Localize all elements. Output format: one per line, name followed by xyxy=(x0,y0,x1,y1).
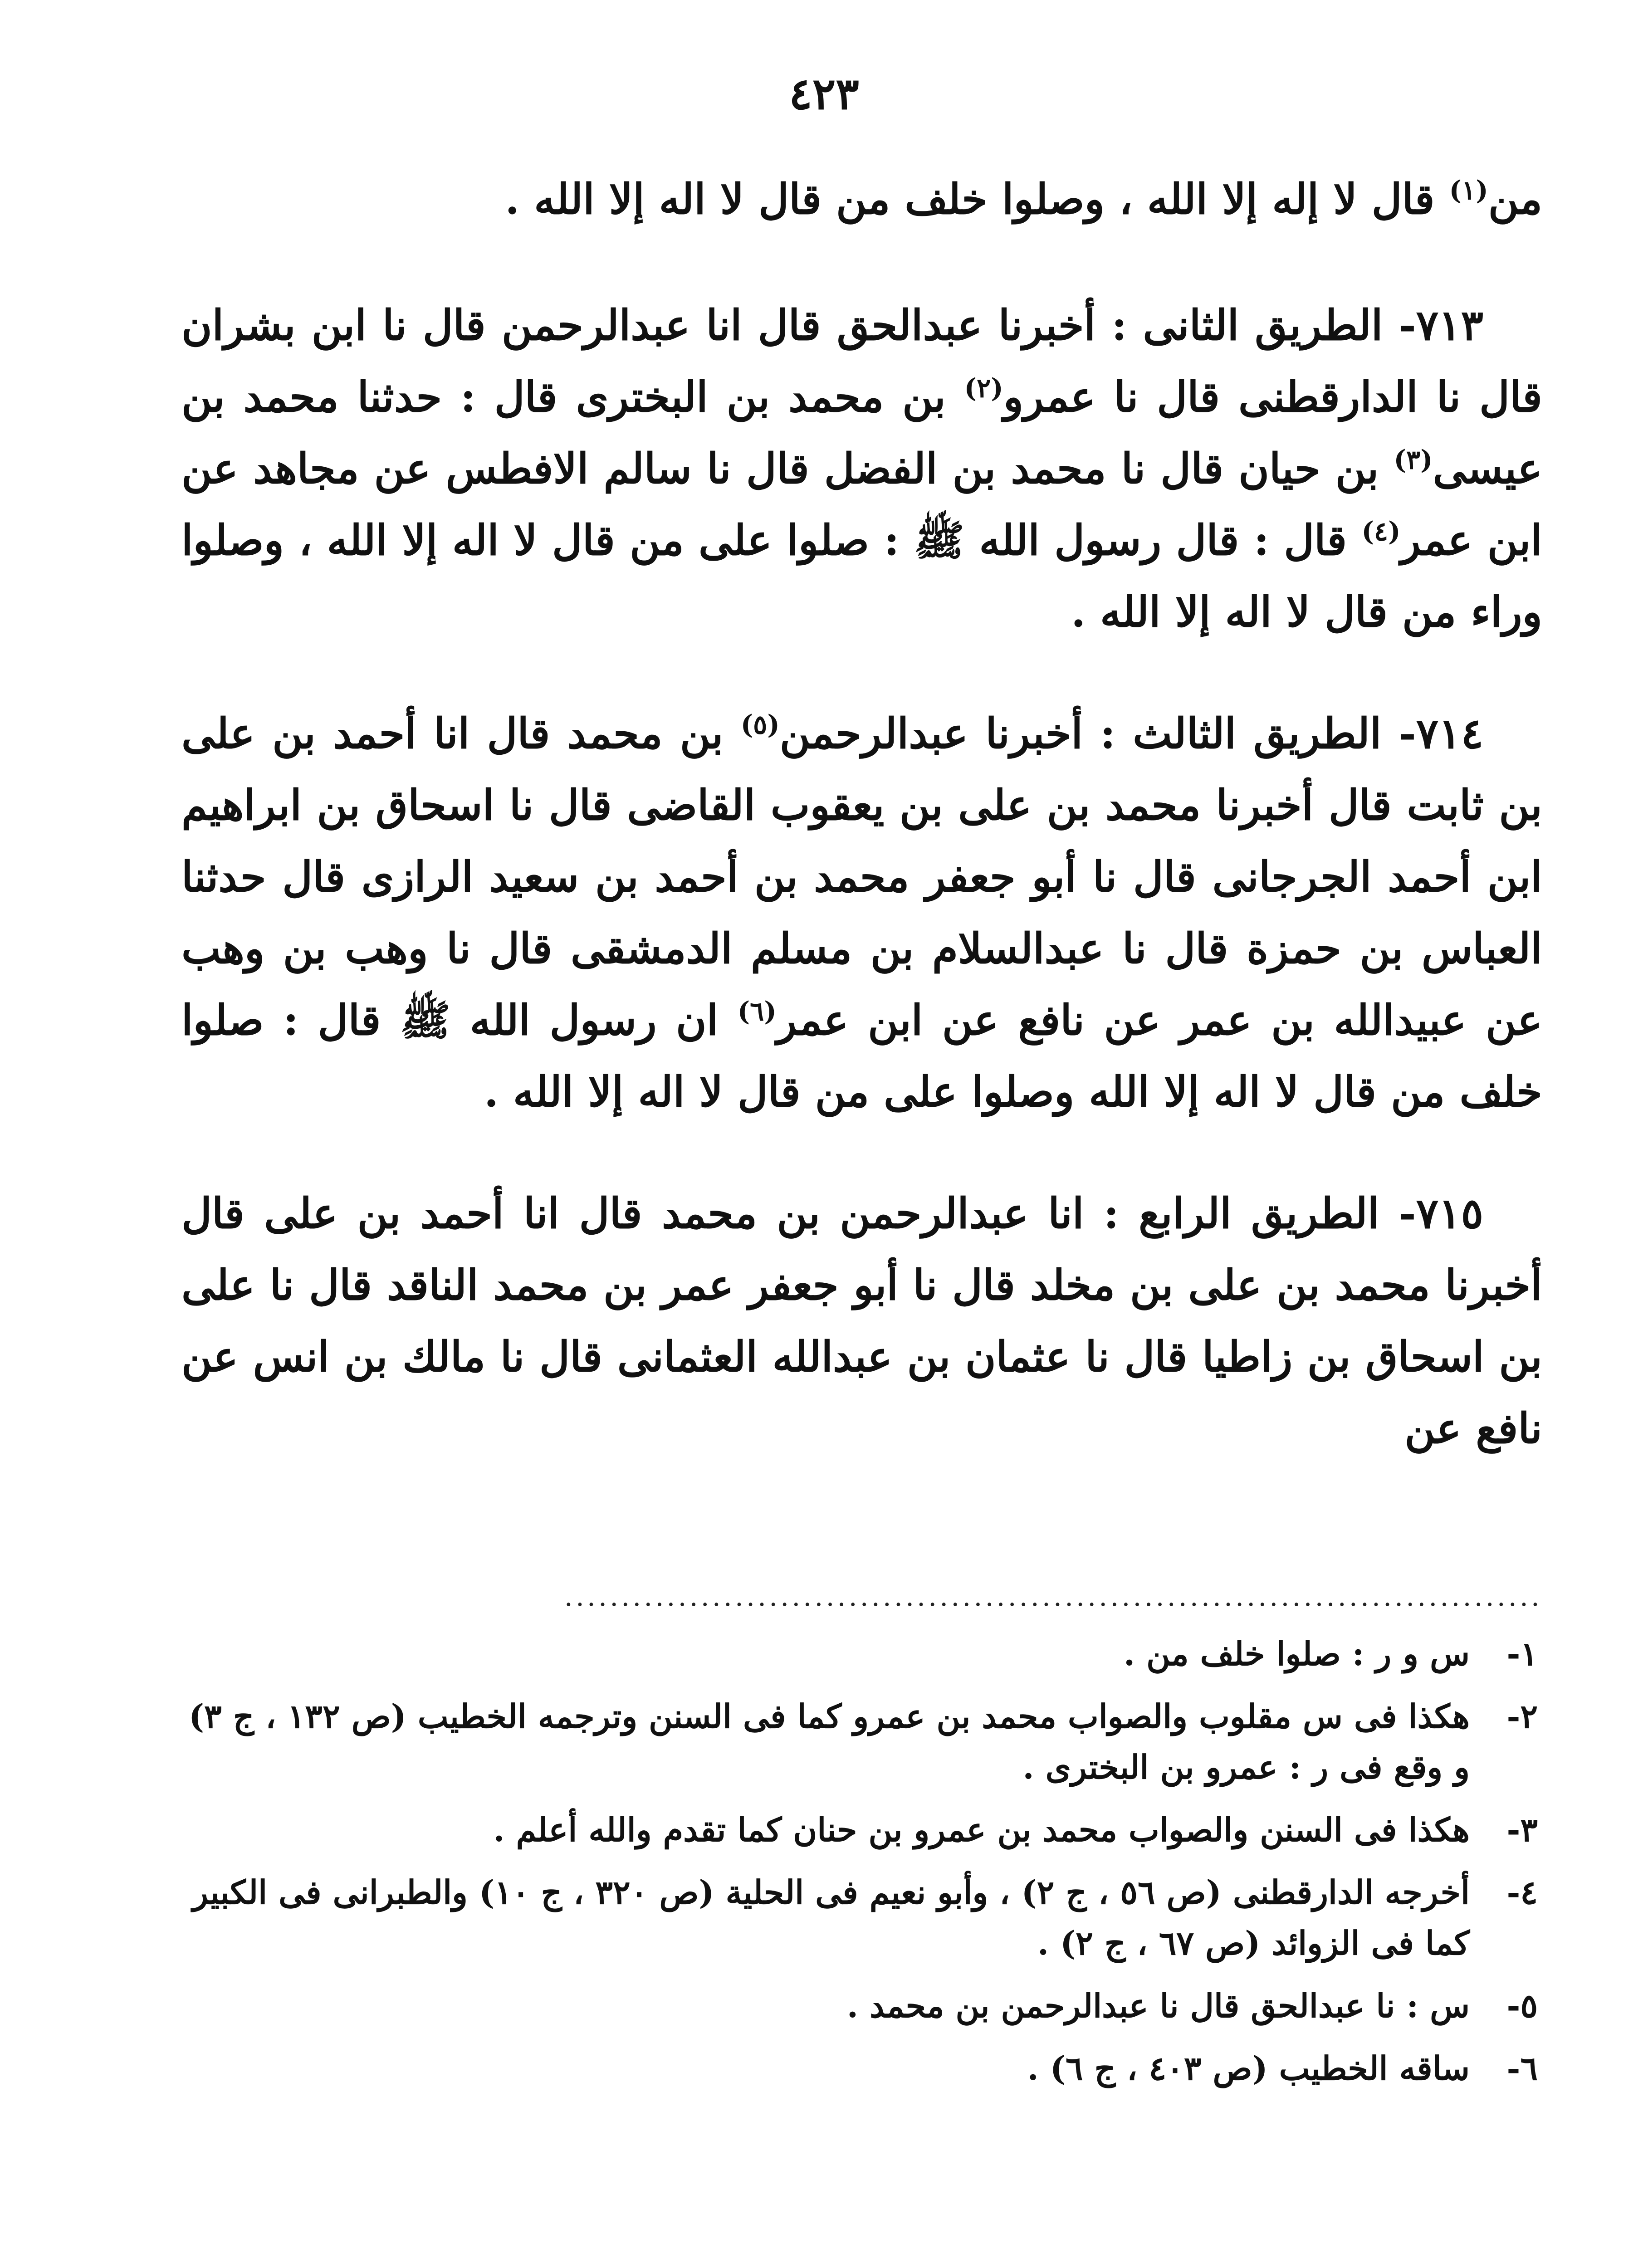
footnote-number: ١- xyxy=(1506,1634,1538,1673)
footnote-number: ٦- xyxy=(1506,2049,1538,2087)
footnote-item xyxy=(181,1980,1542,2031)
text-run: قال لا إله إلا الله ، وصلوا خلف من قال لا اله إلا الله . xyxy=(505,175,1449,224)
text-run: ٧١٤- الطريق الثالث : أخبرنا عبدالرحمن xyxy=(779,709,1483,758)
footnote-marker-5: (٥) xyxy=(740,709,780,740)
footnote-number: ٤- xyxy=(1506,1873,1538,1911)
text-run: بن محمد قال انا أحمد بن على بن ثابت قال أخبرنا محمد بن على بن يعقوب القاضى قال نا اسحاق بن ابراهيم ابن أحمد الجرجانى قال نا أبو جعفر محمد بن أحمد بن سعيد الرازى قال حدثنا العباس بن حمزة قال نا عبدالسلام بن مسلم الدمشقى قال نا وهب بن وهب عن عبيدالله بن عمر عن نافع عن ابن عمر xyxy=(181,709,1542,1045)
text-run: بن محمد بن البخترى قال : حدثنا محمد بن عيسى xyxy=(181,372,1542,493)
text-run: ان رسول الله ﷺ قال : صلوا خلف من قال لا اله إلا الله وصلوا على من قال لا اله إلا الله . xyxy=(181,996,1542,1116)
text-run: ٧١٣- الطريق الثانى : أخبرنا عبدالحق قال انا عبدالرحمن قال نا ابن بشران قال نا الدارقطنى قال نا عمرو xyxy=(181,301,1542,421)
paragraph-713 xyxy=(181,289,1542,648)
main-text xyxy=(181,163,1542,1514)
footnote-marker-1: (١) xyxy=(1449,175,1488,206)
footnote-number: ٢- xyxy=(1506,1697,1538,1735)
footnote-text: س : نا عبدالحق قال نا عبدالرحمن بن محمد . xyxy=(846,1986,1470,2025)
footnote-marker-4: (٤) xyxy=(1361,516,1401,547)
footnote-text: هكذا فى السنن والصواب محمد بن عمرو بن حنان كما تقدم والله أعلم . xyxy=(493,1810,1470,1849)
paragraph-712-tail xyxy=(181,163,1542,235)
paragraph-715 xyxy=(181,1178,1542,1464)
footnote-text: أخرجه الدارقطنى (ص ٥٦ ، ج ٢) ، وأبو نعيم فى الحلية (ص ٣٢٠ ، ج ١٠) والطبرانى فى الكبير كما فى الزوائد (ص ٦٧ ، ج ٢) . xyxy=(192,1873,1470,1962)
footnote-marker-3: (٣) xyxy=(1394,444,1433,475)
footnote-text: س و ر : صلوا خلف من . xyxy=(1124,1634,1470,1673)
text-run: ٧١٥- الطريق الرابع : انا عبدالرحمن بن محمد قال انا أحمد بن على قال أخبرنا محمد بن على بن مخلد قال نا أبو جعفر عمر بن محمد الناقد قال نا على بن اسحاق بن زاطيا قال نا عثمان بن عبدالله العثمانى قال نا مالك بن انس عن نافع عن xyxy=(181,1189,1542,1453)
footnote-text: ساقه الخطيب (ص ٤٠٣ ، ج ٦) . xyxy=(1027,2049,1470,2087)
text-run: قال : قال رسول الله ﷺ : صلوا على من قال لا اله إلا الله ، وصلوا وراء من قال لا اله إلا الله . xyxy=(181,516,1542,636)
footnote-marker-6: (٦) xyxy=(737,996,777,1027)
page-number: ٤٢٣ xyxy=(789,68,859,119)
footnote-item xyxy=(181,2043,1542,2094)
footnote-item xyxy=(181,1867,1542,1969)
footnote-text: هكذا فى س مقلوب والصواب محمد بن عمرو كما فى السنن وترجمه الخطيب (ص ١٣٢ ، ج ٣) و وقع فى ر : عمرو بن البخترى . xyxy=(188,1697,1470,1786)
footnote-item xyxy=(181,1804,1542,1855)
text-run: من xyxy=(1488,175,1542,224)
footnote-item xyxy=(181,1628,1542,1679)
footnote-item xyxy=(181,1691,1542,1793)
footnote-number: ٣- xyxy=(1506,1810,1538,1849)
footnote-number: ٥- xyxy=(1506,1986,1538,2025)
footnote-marker-2: (٢) xyxy=(964,372,1003,404)
footnote-separator: ...................................................................................... xyxy=(564,1583,1542,1610)
footnotes xyxy=(181,1628,1542,2106)
paragraph-714 xyxy=(181,698,1542,1128)
text-run: بن حيان قال نا محمد بن الفضل قال نا سالم الافطس عن مجاهد عن ابن عمر xyxy=(181,444,1542,565)
